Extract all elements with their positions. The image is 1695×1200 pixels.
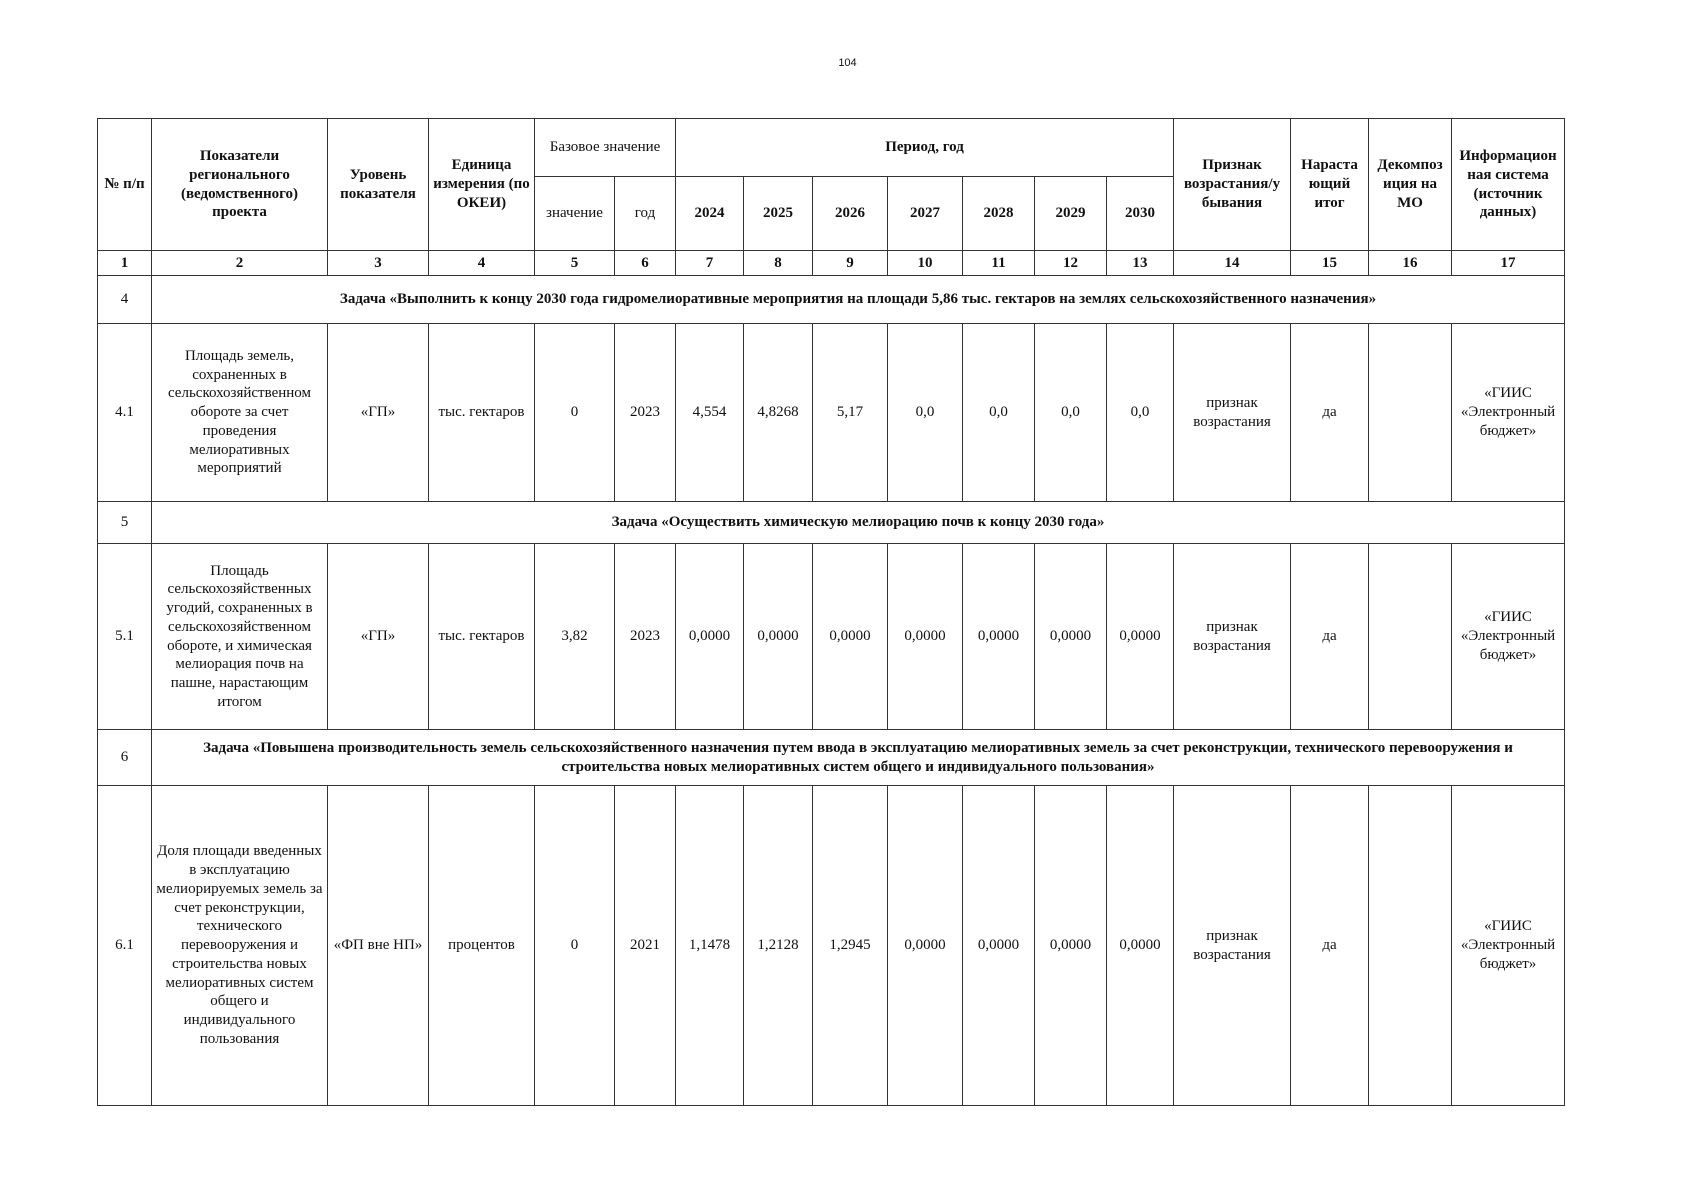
header-year: 2029 [1035, 177, 1107, 251]
indicator-level: «ГП» [328, 544, 429, 730]
indicator-level: «ГП» [328, 324, 429, 502]
decomposition [1369, 786, 1452, 1106]
header-year: 2024 [676, 177, 744, 251]
year-value: 0,0000 [744, 544, 813, 730]
year-value: 0,0000 [888, 544, 963, 730]
year-value: 0,0 [1035, 324, 1107, 502]
header-year: 2025 [744, 177, 813, 251]
cumulative: да [1291, 786, 1369, 1106]
decomposition [1369, 324, 1452, 502]
header-row-1 [98, 119, 1565, 177]
base-year: 2023 [615, 544, 676, 730]
column-number: 10 [888, 251, 963, 276]
base-value: 3,82 [535, 544, 615, 730]
task-number: 4 [98, 276, 152, 324]
indicator-unit: тыс. гектаров [429, 324, 535, 502]
header-sign: Признак возрастания/у бывания [1174, 119, 1291, 251]
year-value: 4,8268 [744, 324, 813, 502]
info-system: «ГИИС «Электронный бюджет» [1452, 544, 1565, 730]
row-number: 4.1 [98, 324, 152, 502]
year-value: 0,0000 [676, 544, 744, 730]
column-number: 14 [1174, 251, 1291, 276]
year-value: 4,554 [676, 324, 744, 502]
header-base-year: год [615, 177, 676, 251]
header-base-value: значение [535, 177, 615, 251]
year-value: 0,0 [1107, 324, 1174, 502]
indicator-row [98, 324, 1565, 502]
column-number: 6 [615, 251, 676, 276]
decomposition [1369, 544, 1452, 730]
growth-sign: признак возрастания [1174, 324, 1291, 502]
header-cumulative: Нараста ющий итог [1291, 119, 1369, 251]
column-number: 13 [1107, 251, 1174, 276]
task-number: 5 [98, 502, 152, 544]
column-number: 7 [676, 251, 744, 276]
year-value: 0,0000 [1035, 544, 1107, 730]
header-base: Базовое значение [535, 119, 676, 177]
base-year: 2023 [615, 324, 676, 502]
year-value: 0,0000 [888, 786, 963, 1106]
column-number: 3 [328, 251, 429, 276]
task-row [98, 276, 1565, 324]
row-number: 6.1 [98, 786, 152, 1106]
column-number: 1 [98, 251, 152, 276]
year-value: 0,0000 [963, 786, 1035, 1106]
column-numbers-row [98, 251, 1565, 276]
column-number: 5 [535, 251, 615, 276]
column-number: 17 [1452, 251, 1565, 276]
year-value: 0,0000 [1035, 786, 1107, 1106]
year-value: 5,17 [813, 324, 888, 502]
page-number: 104 [838, 57, 857, 69]
header-level: Уровень показателя [328, 119, 429, 251]
task-row [98, 502, 1565, 544]
column-number: 12 [1035, 251, 1107, 276]
indicator-row [98, 544, 1565, 730]
info-system: «ГИИС «Электронный бюджет» [1452, 786, 1565, 1106]
column-number: 16 [1369, 251, 1452, 276]
task-title: Задача «Повышена производительность земель сельскохозяйственного назначения путем ввода в эксплуатацию мелиоративных земель за счет реконструкции, технического перевооружения и строительства новых мелиоративных систем общего и индивидуального пользования» [152, 730, 1565, 786]
base-year: 2021 [615, 786, 676, 1106]
indicator-name: Площадь сельскохозяйственных угодий, сохраненных в сельскохозяйственном обороте, и химическая мелиорация почв на пашне, нарастающим итогом [152, 544, 328, 730]
indicator-name: Площадь земель, сохраненных в сельскохозяйственном обороте за счет проведения мелиоративных мероприятий [152, 324, 328, 502]
header-year: 2028 [963, 177, 1035, 251]
year-value: 0,0000 [963, 544, 1035, 730]
year-value: 1,1478 [676, 786, 744, 1106]
year-value: 0,0 [963, 324, 1035, 502]
cumulative: да [1291, 324, 1369, 502]
year-value: 0,0000 [813, 544, 888, 730]
header-info-system: Информацион ная система (источник данных) [1452, 119, 1565, 251]
column-number: 4 [429, 251, 535, 276]
year-value: 0,0000 [1107, 544, 1174, 730]
year-value: 0,0 [888, 324, 963, 502]
info-system: «ГИИС «Электронный бюджет» [1452, 324, 1565, 502]
indicators-table [97, 118, 1565, 1106]
header-num: № п/п [98, 119, 152, 251]
growth-sign: признак возрастания [1174, 786, 1291, 1106]
task-row [98, 730, 1565, 786]
growth-sign: признак возрастания [1174, 544, 1291, 730]
column-number: 15 [1291, 251, 1369, 276]
column-number: 8 [744, 251, 813, 276]
indicator-unit: процентов [429, 786, 535, 1106]
task-title: Задача «Выполнить к концу 2030 года гидромелиоративные мероприятия на площади 5,86 тыс. гектаров на землях сельскохозяйственного назначения» [152, 276, 1565, 324]
header-decomposition: Декомпоз иция на МО [1369, 119, 1452, 251]
indicator-level: «ФП вне НП» [328, 786, 429, 1106]
year-value: 1,2945 [813, 786, 888, 1106]
base-value: 0 [535, 786, 615, 1106]
column-number: 11 [963, 251, 1035, 276]
header-year: 2030 [1107, 177, 1174, 251]
header-year: 2027 [888, 177, 963, 251]
header-year: 2026 [813, 177, 888, 251]
task-title: Задача «Осуществить химическую мелиорацию почв к концу 2030 года» [152, 502, 1565, 544]
base-value: 0 [535, 324, 615, 502]
indicator-unit: тыс. гектаров [429, 544, 535, 730]
task-number: 6 [98, 730, 152, 786]
cumulative: да [1291, 544, 1369, 730]
indicator-row [98, 786, 1565, 1106]
header-unit: Единица измерения (по ОКЕИ) [429, 119, 535, 251]
year-value: 0,0000 [1107, 786, 1174, 1106]
year-value: 1,2128 [744, 786, 813, 1106]
column-number: 9 [813, 251, 888, 276]
header-indicator: Показатели регионального (ведомственного) проекта [152, 119, 328, 251]
row-number: 5.1 [98, 544, 152, 730]
column-number: 2 [152, 251, 328, 276]
header-period: Период, год [676, 119, 1174, 177]
indicator-name: Доля площади введенных в эксплуатацию мелиорируемых земель за счет реконструкции, технического перевооружения и строительства новых мелиоративных систем общего и индивидуального пользования [152, 786, 328, 1106]
